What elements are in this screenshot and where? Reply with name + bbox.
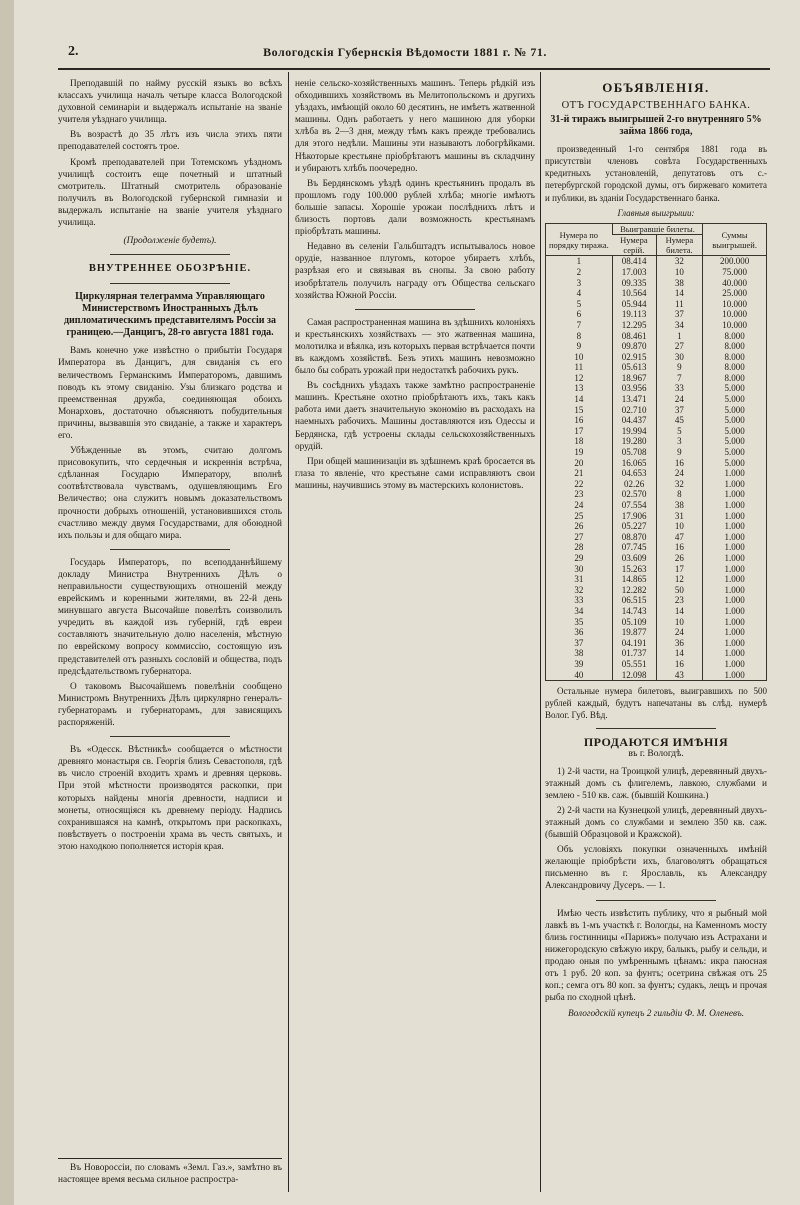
column-middle: [295, 78, 535, 1193]
ticket-cell: 16: [656, 659, 703, 670]
table-row: [546, 564, 766, 575]
table-row: [546, 617, 766, 628]
amount-cell: 1.000: [703, 468, 766, 479]
table-row: [546, 288, 766, 299]
divider: [110, 283, 230, 284]
table-row: [546, 511, 766, 522]
paragraph: Кромѣ преподавателей при Тотемскомъ уѣздномъ училищѣ состоитъ еще почетный и штатный смотритель. Штатный смотритель образованіе получилъ въ Вологодской губернской гимназіи и выдержалъ испытаніе на званіе учителя уѣзднаго училища.: [58, 157, 282, 229]
series-cell: 19.113: [612, 309, 656, 320]
ticket-cell: 16: [656, 542, 703, 553]
draw-number-cell: 34: [574, 605, 584, 616]
ticket-cell: 8: [656, 489, 703, 500]
ticket-cell: 31: [656, 511, 703, 522]
sale-item: 2) 2-й части на Кузнецкой улицѣ, деревянный двухъ-этажный домъ со службами и землею 350 кв. саж. (бывшій Образцовой и Кражской).: [545, 805, 767, 841]
table-row: [546, 383, 766, 394]
ticket-cell: 24: [656, 394, 703, 405]
article-title: Циркулярная телеграмма Управляющаго Министерствомъ Иностранныхъ Дѣлъ дипломатическимъ представителямъ Россіи за границею.—Данцигъ, 28-го августа 1881 года.: [63, 291, 277, 339]
amount-cell: 5.000: [703, 415, 766, 426]
series-cell: 15.263: [612, 564, 656, 575]
ticket-cell: 10: [656, 267, 703, 278]
ticket-cell: 16: [656, 458, 703, 469]
ticket-cell: 17: [656, 564, 703, 575]
draw-number-cell: 5: [576, 298, 582, 309]
draw-number-cell: 27: [574, 531, 584, 542]
amount-cell: 1.000: [703, 659, 766, 670]
ticket-cell: 37: [656, 309, 703, 320]
ticket-cell: 26: [656, 553, 703, 564]
ticket-cell: 36: [656, 638, 703, 649]
table-row: [546, 585, 766, 596]
draw-number-cell: 37: [574, 637, 584, 648]
paragraph: Въ Бердянскомъ уѣздѣ одинъ крестьянинъ продалъ въ прошломъ году 100.000 рублей хлѣба; многіе имѣютъ большіе запасы. Хорошіе урожаи послѣднихъ лѣтъ и близость портовъ дали возможность крестьянамъ пріобрѣтать машины.: [295, 178, 535, 238]
page-header: [40, 42, 770, 64]
lottery-table-frame: [545, 223, 767, 681]
amount-cell: 5.000: [703, 383, 766, 394]
table-row: [546, 256, 766, 267]
draw-number-cell: 39: [574, 658, 584, 669]
series-cell: 05.944: [612, 299, 656, 310]
draw-number-cell: 23: [574, 489, 584, 500]
series-cell: 05.551: [612, 659, 656, 670]
table-row: [546, 436, 766, 447]
ticket-cell: 9: [656, 447, 703, 458]
series-cell: 04.653: [612, 468, 656, 479]
amount-cell: 200.000: [703, 256, 766, 267]
ticket-cell: 24: [656, 468, 703, 479]
draw-number-cell: 19: [574, 447, 584, 458]
series-cell: 14.743: [612, 606, 656, 617]
table-row: [546, 648, 766, 659]
amount-cell: 10.000: [703, 320, 766, 331]
ticket-cell: 43: [656, 670, 703, 681]
newspaper-title: Вологодскія Губернскія Вѣдомости 1881 г. № 71.: [263, 45, 547, 59]
paragraph: Преподавшій по найму русскій языкъ во всѣхъ классахъ училища началъ четыре класса Вологодской духовной семинаріи и выдержалъ испытаніе на званіе учителя уѣзднаго училища.: [58, 79, 282, 126]
series-cell: 19.994: [612, 426, 656, 437]
amount-cell: 8.000: [703, 373, 766, 384]
amount-cell: 1.000: [703, 648, 766, 659]
section-heading: ВНУТРЕННЕЕ ОБОЗРѢНІЕ.: [88, 263, 252, 275]
draw-number-cell: 29: [574, 552, 584, 563]
table-row: [546, 278, 766, 289]
header-rule: [58, 68, 770, 70]
lottery-table: [546, 224, 766, 680]
sale-heading: ПРОДАЮТСЯ ИМѢНІЯ: [583, 735, 729, 750]
ticket-cell: 5: [656, 426, 703, 437]
ticket-cell: 38: [656, 278, 703, 289]
amount-cell: 75.000: [703, 267, 766, 278]
table-row: [546, 521, 766, 532]
amount-cell: 10.000: [703, 299, 766, 310]
amount-cell: 8.000: [703, 362, 766, 373]
paragraph: Государь Императоръ, по всеподданнѣйшему докладу Министра Внутреннихъ Дѣлъ о неправильности существующихъ отношеній между еврейскимъ и коренными жителями, въ 22-й день минувшаго августа Высочайше повелѣть соизволилъ учредить въ каждой изъ губерній, гдѣ евреи составляютъ значительную долю населенія, мѣстную по еврейскому вопросу коммиссію, состоящую изъ представителей отъ разныхъ сословій и общества, подъ предсѣдательствомъ губернатора.: [58, 557, 282, 677]
column-right: [545, 78, 767, 1193]
series-cell: 09.335: [612, 278, 656, 289]
series-cell: 04.191: [612, 638, 656, 649]
amount-cell: 5.000: [703, 458, 766, 469]
amount-cell: 5.000: [703, 394, 766, 405]
series-cell: 08.414: [612, 256, 656, 267]
amount-cell: 1.000: [703, 638, 766, 649]
series-cell: 18.967: [612, 373, 656, 384]
ticket-cell: 14: [656, 288, 703, 299]
ticket-cell: 27: [656, 341, 703, 352]
ticket-cell: 14: [656, 648, 703, 659]
table-row: [546, 638, 766, 649]
shop-notice: Имѣю честь извѣстить публику, что я рыбный мой лавкѣ въ 1-мъ участкѣ г. Вологды, на Каменномъ мосту близь гостинницы «Парижъ» получаю изъ Астрахани и нижегородскую свѣжую икру, балыкъ, рыбу и сельди, и продаю оныя по умѣреннымъ цѣнамъ: икра паюсная отъ 1 руб. 20 коп. за фунтъ; осетрина свѣжая отъ 25 коп.; семга отъ 80 коп. за фунтъ; судакъ, лещъ и прочая рыба по сходной цѣнѣ.: [545, 908, 767, 1004]
header-winning-tickets: Выигравшіе билеты.: [612, 224, 703, 235]
table-row: [546, 542, 766, 553]
table-row: [546, 341, 766, 352]
divider: [596, 900, 716, 901]
ticket-cell: 30: [656, 352, 703, 363]
header-series: Нумера серій.: [612, 235, 656, 256]
table-row: [546, 574, 766, 585]
table-row: [546, 331, 766, 342]
paragraph: неніе сельско-хозяйственныхъ машинъ. Теперь рѣдкій изъ обходившихъ хозяйствомъ въ Мелитопольскомъ и другихъ уѣздахъ, имѣющій около 60 десятинъ, не имѣетъ жатвенной машины. Однъ работаетъ у него машиною для уборки хлѣба въ 2—3 дня, между тѣмъ какъ прежде требовались для этого недѣли. Машины эти называютъ лобогрѣйками. Нѣкоторые крестьяне пріобрѣтаютъ машины въ складчину и убираютъ хлѣбъ поочередно.: [295, 79, 535, 174]
series-cell: 05.109: [612, 617, 656, 628]
ticket-cell: 47: [656, 532, 703, 543]
draw-number-cell: 18: [574, 436, 584, 447]
table-row: [546, 489, 766, 500]
amount-cell: 1.000: [703, 564, 766, 575]
ticket-cell: 32: [656, 256, 703, 267]
ticket-cell: 45: [656, 415, 703, 426]
ticket-cell: 9: [656, 362, 703, 373]
draw-number-cell: 32: [574, 584, 584, 595]
draw-number-cell: 25: [574, 510, 584, 521]
series-cell: 17.003: [612, 267, 656, 278]
series-cell: 08.461: [612, 331, 656, 342]
amount-cell: 25.000: [703, 288, 766, 299]
amount-cell: 1.000: [703, 585, 766, 596]
table-row: [546, 606, 766, 617]
amount-cell: 5.000: [703, 426, 766, 437]
draw-number-cell: 14: [574, 394, 584, 405]
ticket-cell: 33: [656, 383, 703, 394]
amount-cell: 5.000: [703, 436, 766, 447]
series-cell: 02.915: [612, 352, 656, 363]
page-gutter: [0, 0, 14, 1205]
amount-cell: 1.000: [703, 670, 766, 681]
sale-item: Объ условіяхъ покупки означенныхъ имѣній желающіе пріобрѣсти ихъ, благоволятъ обращаться письменно въ г. Ярославль, къ Александру Александровичу Дусеръ. — 1.: [545, 845, 767, 892]
series-cell: 12.282: [612, 585, 656, 596]
draw-title: 31-й тиражъ выигрышей 2-го внутренняго 5% займа 1866 года,: [550, 114, 762, 138]
series-cell: 07.554: [612, 500, 656, 511]
draw-number-cell: 30: [574, 563, 584, 574]
table-row: [546, 320, 766, 331]
sale-location: въ г. Вологдѣ.: [628, 749, 684, 760]
amount-cell: 5.000: [703, 447, 766, 458]
series-cell: 09.870: [612, 341, 656, 352]
series-cell: 04.437: [612, 415, 656, 426]
amount-cell: 1.000: [703, 617, 766, 628]
divider: [110, 254, 230, 255]
ticket-cell: 32: [656, 479, 703, 490]
column-left: [58, 78, 282, 1193]
series-cell: 07.745: [612, 542, 656, 553]
amount-cell: 1.000: [703, 511, 766, 522]
table-row: [546, 299, 766, 310]
ticket-cell: 1: [656, 331, 703, 342]
draw-number-cell: 11: [574, 362, 584, 373]
series-cell: 10.564: [612, 288, 656, 299]
table-caption: Главныя выигрыши:: [617, 207, 695, 218]
paragraph: Вамъ конечно уже извѣстно о прибытіи Государя Императора въ Данцигъ, для свиданія съ его величествомъ Германскимъ Императоромъ, давшимъ поводъ къ этому свиданію. Узы близкаго родства и преемственная дружба, соединяющая обоихъ Монарховъ, достаточно объясняютъ побудительныя причины, вызвавшія это свиданіе, а также и характеръ его.: [58, 346, 282, 441]
notice-signature: Вологодскій купецъ 2 гильдіи Ф. М. Оленевъ.: [567, 1009, 745, 1020]
paragraph: При общей машинизаціи въ здѣшнемъ краѣ бросается въ глаза то явленіе, что крестьяне сами исправляютъ свои машины, научившись этому въ мастерскихъ колонистовъ.: [295, 456, 535, 491]
table-row: [546, 553, 766, 564]
amount-cell: 1.000: [703, 521, 766, 532]
column-rule-1: [288, 72, 289, 1192]
amount-cell: 1.000: [703, 479, 766, 490]
table-row: [546, 267, 766, 278]
amount-cell: 1.000: [703, 606, 766, 617]
page-number: 2.: [68, 44, 79, 59]
draw-number-cell: 36: [574, 627, 584, 638]
table-row: [546, 405, 766, 416]
table-row: [546, 595, 766, 606]
column-rule-2: [540, 72, 541, 1192]
table-row: [546, 352, 766, 363]
draw-number-cell: 26: [574, 521, 584, 532]
amount-cell: 8.000: [703, 341, 766, 352]
table-row: [546, 670, 766, 681]
draw-number-cell: 2: [576, 266, 582, 277]
bank-heading: ОТЪ ГОСУДАРСТВЕННАГО БАНКА.: [561, 100, 751, 112]
amount-cell: 1.000: [703, 489, 766, 500]
draw-number-cell: 31: [574, 574, 584, 585]
table-row: [546, 415, 766, 426]
paragraph: О таковомъ Высочайшемъ повелѣніи сообщено Министромъ Внутреннихъ Дѣлъ циркулярно генералъ-губернаторамъ и губернаторамъ, для зависящихъ распоряженій.: [58, 681, 282, 729]
paragraph: Въ Новороссіи, по словамъ «Земл. Газ.», замѣтно въ настоящее время весьма сильное распростра-: [58, 1163, 282, 1186]
draw-number-cell: 16: [574, 415, 584, 426]
ticket-cell: 50: [656, 585, 703, 596]
series-cell: 16.065: [612, 458, 656, 469]
ticket-cell: 10: [656, 521, 703, 532]
amount-cell: 1.000: [703, 542, 766, 553]
series-cell: 19.877: [612, 627, 656, 638]
continued-note: (Продолженіе будетъ).: [123, 236, 217, 247]
table-row: [546, 458, 766, 469]
amount-cell: 8.000: [703, 331, 766, 342]
paragraph: Въ сосѣднихъ уѣздахъ также замѣтно распространеніе машинъ. Крестьяне охотно пріобрѣтаютъ ихъ, такъ какъ работа ими даетъ значительную экономію въ расходахъ на наемныхъ рабочихъ. Машины доставляются изъ Одессы и Бердянска, гдѣ устроены склады сельскохозяйственныхъ орудій.: [295, 381, 535, 452]
draw-number-cell: 8: [576, 330, 582, 341]
column-left-bottom: [58, 1162, 282, 1192]
series-cell: 19.280: [612, 436, 656, 447]
draw-number-cell: 3: [576, 277, 582, 288]
series-cell: 03.956: [612, 383, 656, 394]
ticket-cell: 14: [656, 606, 703, 617]
series-cell: 01.737: [612, 648, 656, 659]
draw-description: произведенный 1-го сентября 1881 года въ присутствіи членовъ совѣта Государственныхъ кредитныхъ установленій, депутатовъ отъ с.-петербургской городской думы, отъ биржеваго комитета и публики, въ зданіи Государственнаго банка.: [545, 144, 767, 203]
paragraph: Убѣжденные въ этомъ, считаю долгомъ присовокупить, что сердечныя и искреннія встрѣча, сдѣланная Государю Императору, вполнѣ соотвѣтствовала чувствамъ, одушевляющимъ Его Величество; она служитъ новымъ доказательствомъ прочности добрыхъ отношеній, установившихся столь счастливо между двумя Государствами, для обоюдной ихъ пользы и для общаго мира.: [58, 446, 282, 541]
draw-number-cell: 22: [574, 478, 584, 489]
series-cell: 02.570: [612, 489, 656, 500]
series-cell: 03.609: [612, 553, 656, 564]
divider: [110, 736, 230, 737]
ticket-cell: 24: [656, 627, 703, 638]
sale-item: 1) 2-й части, на Троицкой улицѣ, деревянный двухъ-этажный домъ съ флигелемъ, лавкою, службами и землею - 510 кв. саж. (бывшій Кошкина.): [545, 766, 767, 801]
draw-number-cell: 40: [574, 669, 584, 680]
draw-number-cell: 38: [574, 648, 584, 659]
series-cell: 06.515: [612, 595, 656, 606]
draw-number-cell: 10: [574, 351, 584, 362]
series-cell: 13.471: [612, 394, 656, 405]
paragraph: Недавно въ селеніи Гальбштадтъ испытывалось новое орудіе, названное плугомъ, которое убираетъ хлѣбъ, разрѣзая его и связывая въ снопы. За свою работу изобрѣтатель получилъ награду отъ Общества сельскаго хозяйства Южной Россіи.: [295, 242, 535, 301]
header-ticket: Нумера билета.: [656, 235, 703, 256]
ticket-cell: 10: [656, 617, 703, 628]
paragraph: Въ «Одесск. Вѣстникѣ» сообщается о мѣстности древняго монастыря св. Георгія близъ Севастополя, гдѣ въ число строеній входитъ храмъ и древняя церковь. При этой мѣстности производятся раскопки, при которыхъ найдены многія древности, надписи и монеты, относящіяся къ древнему періоду. Надпись сохранившаяся на камнѣ, открытомъ при раскопкахъ, повѣствуетъ о построеніи храма въ честь святыхъ, и этою находкою пополняется исторія края.: [58, 745, 282, 852]
bottom-divider-left: [58, 1158, 282, 1159]
series-cell: 05.613: [612, 362, 656, 373]
ticket-cell: 23: [656, 595, 703, 606]
ticket-cell: 11: [656, 299, 703, 310]
draw-number-cell: 20: [574, 457, 584, 468]
draw-number-cell: 13: [574, 383, 584, 394]
table-row: [546, 309, 766, 320]
series-cell: 02.710: [612, 405, 656, 416]
ticket-cell: 38: [656, 500, 703, 511]
draw-number-cell: 17: [574, 425, 584, 436]
series-cell: 08.870: [612, 532, 656, 543]
ticket-cell: 34: [656, 320, 703, 331]
amount-cell: 8.000: [703, 352, 766, 363]
table-row: [546, 426, 766, 437]
amount-cell: 1.000: [703, 574, 766, 585]
draw-number-cell: 21: [574, 468, 584, 479]
header-draw-no: Нумера по порядку тиража.: [546, 224, 612, 256]
divider: [110, 549, 230, 550]
table-row: [546, 373, 766, 384]
divider: [596, 728, 716, 729]
ticket-cell: 7: [656, 373, 703, 384]
table-row: [546, 659, 766, 670]
draw-number-cell: 24: [574, 500, 584, 510]
table-row: [546, 627, 766, 638]
series-cell: 12.098: [612, 670, 656, 681]
amount-cell: 1.000: [703, 627, 766, 638]
table-row: [546, 447, 766, 458]
paragraph: Самая распространенная машина въ здѣшнихъ колоніяхъ и крестьянскихъ хозяйствахъ — это жатвенная машина, молотилка и вѣялка, изъ которыхъ первая встрѣчается почти въ каждомъ хозяйствѣ. Безъ этихъ машинъ невозможно было бы собрать урожай при недостаткѣ рабочихъ рукъ.: [295, 317, 535, 377]
draw-number-cell: 12: [574, 372, 584, 383]
table-row: [546, 362, 766, 373]
draw-number-cell: 9: [576, 341, 582, 352]
draw-number-cell: 28: [574, 542, 584, 553]
ticket-cell: 3: [656, 436, 703, 447]
table-row: [546, 394, 766, 405]
series-cell: 17.906: [612, 511, 656, 522]
amount-cell: 40.000: [703, 278, 766, 289]
draw-number-cell: 4: [576, 288, 582, 299]
series-cell: 05.227: [612, 521, 656, 532]
draw-number-cell: 7: [576, 319, 582, 330]
series-cell: 05.708: [612, 447, 656, 458]
table-row: [546, 468, 766, 479]
draw-number-cell: 35: [574, 616, 584, 627]
series-cell: 14.865: [612, 574, 656, 585]
draw-number-cell: 15: [574, 404, 584, 415]
series-cell: 12.295: [612, 320, 656, 331]
amount-cell: 10.000: [703, 309, 766, 320]
ads-heading: ОБЪЯВЛЕНІЯ.: [602, 80, 710, 95]
amount-cell: 1.000: [703, 553, 766, 564]
draw-number-cell: 1: [576, 256, 582, 267]
table-row: [546, 532, 766, 543]
header-amount: Суммы выигрышей.: [703, 224, 766, 256]
paragraph: Въ возрастѣ до 35 лѣтъ изъ числа этихъ пяти преподавателей состоятъ трое.: [58, 130, 282, 153]
draw-number-cell: 6: [576, 309, 582, 320]
amount-cell: 1.000: [703, 532, 766, 543]
amount-cell: 5.000: [703, 405, 766, 416]
table-note: Остальные нумера билетовъ, выигравшихъ по 500 рублей каждый, будутъ напечатаны въ слѣд. нумерѣ Волог. Губ. Вѣд.: [545, 686, 767, 721]
divider: [355, 309, 475, 310]
amount-cell: 1.000: [703, 500, 766, 511]
table-row: [546, 479, 766, 490]
amount-cell: 1.000: [703, 595, 766, 606]
ticket-cell: 37: [656, 405, 703, 416]
series-cell: 02.26: [612, 479, 656, 490]
draw-number-cell: 33: [574, 595, 584, 606]
table-row: [546, 500, 766, 511]
ticket-cell: 12: [656, 574, 703, 585]
